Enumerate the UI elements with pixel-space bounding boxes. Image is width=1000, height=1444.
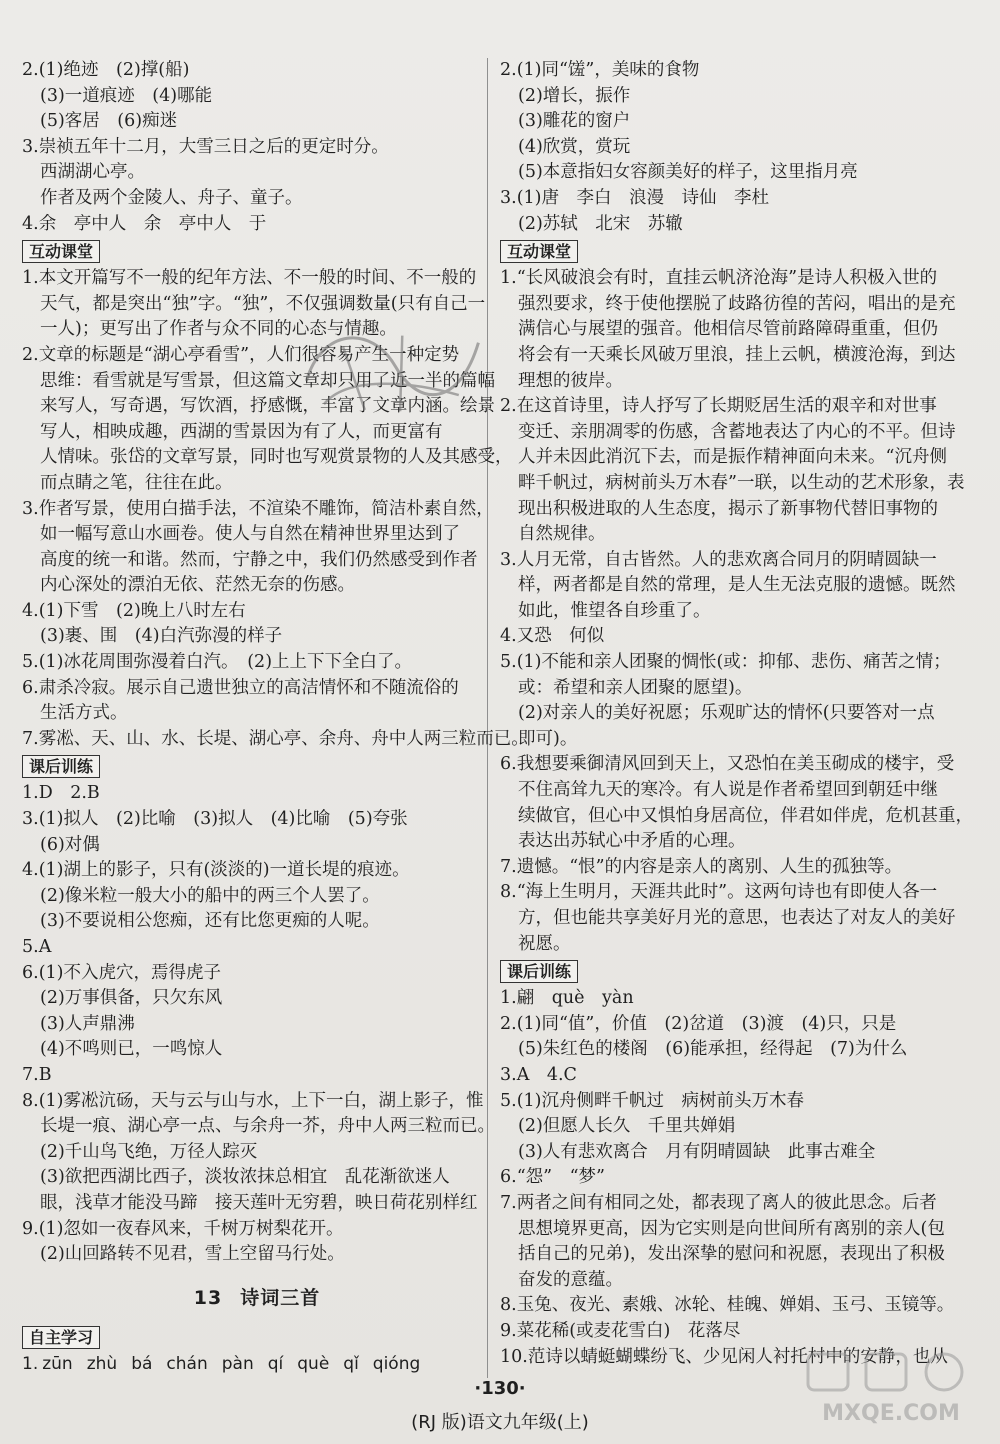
- pinyin-item: qióng: [372, 1354, 421, 1375]
- answer-line: 3.作者写景，使用白描手法，不渲染不雕饰，简洁朴素自然，: [22, 498, 494, 519]
- answer-line: 4.余 亭中人 余 亭中人 于: [22, 213, 267, 234]
- answer-line: 自然规律。: [518, 524, 606, 545]
- answer-line: (6)对偶: [40, 834, 100, 855]
- pinyin-item: chán: [166, 1354, 208, 1375]
- answer-line: (4)欣赏，赏玩: [518, 136, 631, 157]
- answer-line: 1.本文开篇写不一般的纪年方法、不一般的时间、不一般的: [22, 268, 477, 289]
- answer-line: 样，两者都是自然的常理，是人生无法克服的遗憾。既然: [518, 575, 956, 596]
- answer-line: (3)人有悲欢离合 月有阴晴圆缺 此事古难全: [518, 1141, 876, 1162]
- answer-line: 强烈要求，终于使他摆脱了歧路彷徨的苦闷，唱出的是充: [518, 293, 956, 314]
- answer-line: 3.人月无常，自古皆然。人的悲欢离合同月的阴晴圆缺一: [500, 549, 937, 570]
- answer-line: 奋发的意蕴。: [518, 1269, 623, 1290]
- answer-line: 6.(1)不入虎穴，焉得虎子: [22, 962, 221, 983]
- answer-line: (2)像米粒一般大小的船中的两三个人罢了。: [40, 885, 380, 906]
- answer-line: 8.“海上生明月，天涯共此时”。这两句诗也有即使人各一: [500, 882, 938, 903]
- answer-line: 变迁、亲朋凋零的伤感，含蓄地表达了内心的不平。但诗: [518, 421, 956, 442]
- right-section1: [500, 266, 973, 957]
- answer-line: 理想的彼岸。: [518, 370, 623, 391]
- answer-line: (4)不鸣则已，一鸣惊人: [40, 1039, 223, 1060]
- answer-line: 5.(1)沉舟侧畔千帆过 病树前头万木春: [500, 1090, 804, 1111]
- right-top-items: [500, 58, 970, 237]
- answer-line: 4.(1)湖上的影子，只有(淡淡的)一道长堤的痕迹。: [22, 860, 410, 881]
- pinyin-item: qí: [267, 1354, 284, 1375]
- answer-line: 8.(1)雾凇沆砀，天与云与山与水，上下一白，湖上影子，惟: [22, 1090, 484, 1111]
- watermark-stamp: [280, 301, 501, 442]
- answer-line: 祝愿。: [518, 933, 571, 954]
- answer-line: 7.遗憾。“恨”的内容是亲人的离别、人生的孤独等。: [500, 856, 903, 877]
- pinyin-item: bá: [131, 1354, 153, 1375]
- answer-line: 6.肃杀冷寂。展示自己遗世独立的高洁情怀和不随流俗的: [22, 677, 459, 698]
- answer-line: 9.菜花稀(或麦花雪白) 花落尽: [500, 1320, 741, 1341]
- answer-line: (3)不要说相公您痴，还有比您更痴的人呢。: [40, 911, 380, 932]
- left-top-items: [22, 58, 492, 237]
- answer-line: 8.玉兔、夜光、素娥、冰轮、桂魄、婵娟、玉弓、玉镜等。: [500, 1295, 955, 1316]
- right-section2: [500, 986, 970, 1370]
- answer-line: 3.(1)拟人 (2)比喻 (3)拟人 (4)比喻 (5)夸张: [22, 809, 408, 830]
- answer-line: 1.翩 què yàn: [500, 988, 634, 1009]
- answer-line: 5.(1)不能和亲人团聚的惆怅(或：抑郁、悲伤、痛苦之情；: [500, 652, 951, 673]
- section-heading: 课后训练: [500, 960, 578, 983]
- pinyin-item: zhù: [86, 1354, 118, 1375]
- lesson-title: [22, 1286, 492, 1312]
- answer-line: 畔千帆过，病树前头万木春”一联，以生动的艺术形象，表: [518, 472, 965, 493]
- answer-line: 即可)。: [518, 728, 578, 749]
- section-heading: 课后训练: [22, 755, 100, 778]
- answer-line: 5.A: [22, 937, 52, 957]
- answer-line: 或：希望和亲人团聚的愿望)。: [518, 677, 753, 698]
- answer-line: 10.范诗以蜻蜓蝴蝶纷飞、少见闲人衬托村中的安静，也从: [500, 1346, 948, 1367]
- answer-line: (3)一道痕迹 (4)哪能: [40, 85, 213, 106]
- answer-line: 3.(1)唐 李白 浪漫 诗仙 李杜: [500, 187, 769, 208]
- site-logo-text: MXQE.COM: [822, 1401, 960, 1426]
- book-label: (RJ 版)语文九年级(上): [411, 1412, 589, 1433]
- answer-line: 4.又恐 何似: [500, 626, 605, 647]
- answer-line: (2)但愿人长久 千里共婵娟: [518, 1116, 736, 1137]
- answer-line: (5)客居 (6)痴迷: [40, 111, 178, 132]
- answer-line: (2)增长，振作: [518, 85, 631, 106]
- answer-line: 2.在这首诗里，诗人抒写了长期贬居生活的艰辛和对世事: [500, 396, 937, 417]
- answer-line: 作者及两个金陵人、舟子、童子。: [40, 187, 303, 208]
- pinyin-item: pàn: [221, 1354, 254, 1375]
- answer-line: 如此，惟望各自珍重了。: [518, 600, 711, 621]
- answer-line: 3.A 4.C: [500, 1064, 577, 1085]
- pinyin-label: 1.: [22, 1354, 39, 1375]
- answer-line: 6.“怨” “梦”: [500, 1167, 605, 1188]
- pinyin-item: què: [297, 1354, 330, 1375]
- answer-line: 将会有一天乘长风破万里浪，挂上云帆，横渡沧海，到达: [518, 344, 956, 365]
- answer-line: 不住高耸九天的寒冷。有人说是作者希望回到朝廷中继: [518, 780, 938, 801]
- answer-line: 2.(1)同“值”，价值 (2)岔道 (3)渡 (4)只，只是: [500, 1013, 897, 1034]
- answer-line: 一人)；更写出了作者与众不同的心态与情趣。: [40, 319, 397, 340]
- answer-line: (2)对亲人的美好祝愿；乐观旷达的情怀(只要答对一点: [518, 703, 935, 724]
- answer-line: 眼，浅草才能没马蹄 接天莲叶无穷碧，映日荷花别样红: [40, 1192, 478, 1213]
- answer-line: (2)万事俱备，只欠东风: [40, 988, 223, 1009]
- answer-line: 1.“长风破浪会有时，直挂云帆济沧海”是诗人积极入世的: [500, 268, 938, 289]
- answer-line: (3)欲把西湖比西子，淡妆浓抹总相宜 乱花渐欲迷人: [40, 1167, 450, 1188]
- answer-line: 高度的统一和谐。然而，宁静之中，我们仍然感受到作者: [40, 549, 478, 570]
- answer-line: 思维：看雪就是写雪景，但这篇文章却只用了近一半的篇幅: [40, 370, 495, 391]
- answer-line: 7.B: [22, 1064, 52, 1085]
- answer-line: 内心深处的漂泊无依、茫然无奈的伤感。: [40, 575, 355, 596]
- answer-line: (2)山回路转不见君，雪上空留马行处。: [40, 1244, 345, 1265]
- pinyin-item: qǐ: [343, 1354, 359, 1375]
- section-heading: 互动课堂: [22, 240, 100, 263]
- section-heading: 自主学习: [22, 1326, 100, 1349]
- answer-line: 7.两者之间有相同之处，都表现了离人的彼此思念。后者: [500, 1192, 937, 1213]
- answer-line: 天气，都是突出“独”字。“独”，不仅强调数量(只有自己一: [40, 293, 486, 314]
- answer-line: 括自己的兄弟)，发出深挚的慰问和祝愿，表现出了积极: [518, 1244, 945, 1265]
- answer-line: (3)裹、围 (4)白汽弥漫的样子: [40, 626, 283, 647]
- answer-line: 人并未因此消沉下去，而是振作精神面向未来。“沉舟侧: [518, 447, 947, 468]
- answer-line: 6.我想要乘御清风回到天上，又恐怕在美玉砌成的楼宇，受: [500, 754, 955, 775]
- left-column: [22, 58, 529, 1378]
- lesson-name: 诗词三首: [240, 1286, 321, 1309]
- right-column: [500, 58, 973, 1370]
- page-number: ·130·: [474, 1378, 526, 1399]
- answer-line: (5)朱红色的楼阁 (6)能承担，经得起 (7)为什么: [518, 1039, 908, 1060]
- answer-line: 3.崇祯五年十二月，大雪三日之后的更定时分。: [22, 136, 389, 157]
- answer-line: 满信心与展望的强音。他相信尽管前路障碍重重，但仍: [518, 319, 938, 340]
- answer-line: 4.(1)下雪 (2)晚上八时左右: [22, 600, 246, 621]
- answer-line: 2.(1)绝迹 (2)撑(船): [22, 60, 190, 80]
- answer-line: 思想境界更高，因为它实则是向世间所有离别的亲人(包: [518, 1218, 945, 1239]
- answer-line: (3)雕花的窗户: [518, 111, 631, 132]
- answer-line: 1.D 2.B: [22, 783, 100, 804]
- answer-line: 如一幅写意山水画卷。使人与自然在精神世界里达到了: [40, 524, 460, 545]
- answer-line: 续做官，但心中又惧怕身居高位，伴君如伴虎，危机甚重，: [518, 805, 973, 826]
- answer-line: 人情味。张岱的文章写景，同时也写观赏景物的人及其感受，: [40, 447, 513, 468]
- answer-line: (5)本意指妇女容颜美好的样子，这里指月亮: [518, 162, 858, 183]
- answer-line: 生活方式。: [40, 703, 128, 724]
- pinyin-item: zūn: [42, 1354, 73, 1375]
- answer-line: 现出积极进取的人生态度，揭示了新事物代替旧事物的: [518, 498, 938, 519]
- answer-line: 西湖湖心亭。: [40, 162, 145, 183]
- answer-line: 2.文章的标题是“湖心亭看雪”，人们很容易产生一种定势: [22, 344, 460, 365]
- answer-line: 表达出苏轼心中矛盾的心理。: [518, 831, 746, 852]
- section-heading: 互动课堂: [500, 240, 578, 263]
- answer-line: 来写人，写奇遇，写饮酒，抒感慨，丰富了文章内涵。绘景: [40, 396, 495, 417]
- lesson-number: 13: [193, 1286, 223, 1309]
- answer-line: (3)人声鼎沸: [40, 1013, 135, 1034]
- answer-line: 7.雾凇、天、山、水、长堤、湖心亭、余舟、舟中人两三粒而已。: [22, 728, 529, 749]
- pinyin-line: [22, 1352, 492, 1378]
- answer-line: 5.(1)冰花周围弥漫着白汽。 (2)上上下下全白了。: [22, 652, 413, 673]
- answer-line: (2)千山鸟飞绝，万径人踪灭: [40, 1141, 258, 1162]
- answer-line: 9.(1)忽如一夜春风来，千树万树梨花开。: [22, 1218, 344, 1239]
- answer-line: 方，但也能共享美好月光的意思，也表达了对友人的美好: [518, 908, 956, 928]
- answer-line: 长堤一痕、湖心亭一点、与余舟一芥，舟中人两三粒而已。: [40, 1116, 495, 1137]
- answer-line: 2.(1)同“馐”，美味的食物: [500, 60, 700, 80]
- answer-line: (2)苏轼 北宋 苏辙: [518, 213, 683, 234]
- answer-line: 而点睛之笔，往往在此。: [40, 472, 233, 493]
- answer-line: 写人，相映成趣，西湖的雪景因为有了人，而更富有: [40, 421, 443, 442]
- left-section2: [22, 781, 495, 1267]
